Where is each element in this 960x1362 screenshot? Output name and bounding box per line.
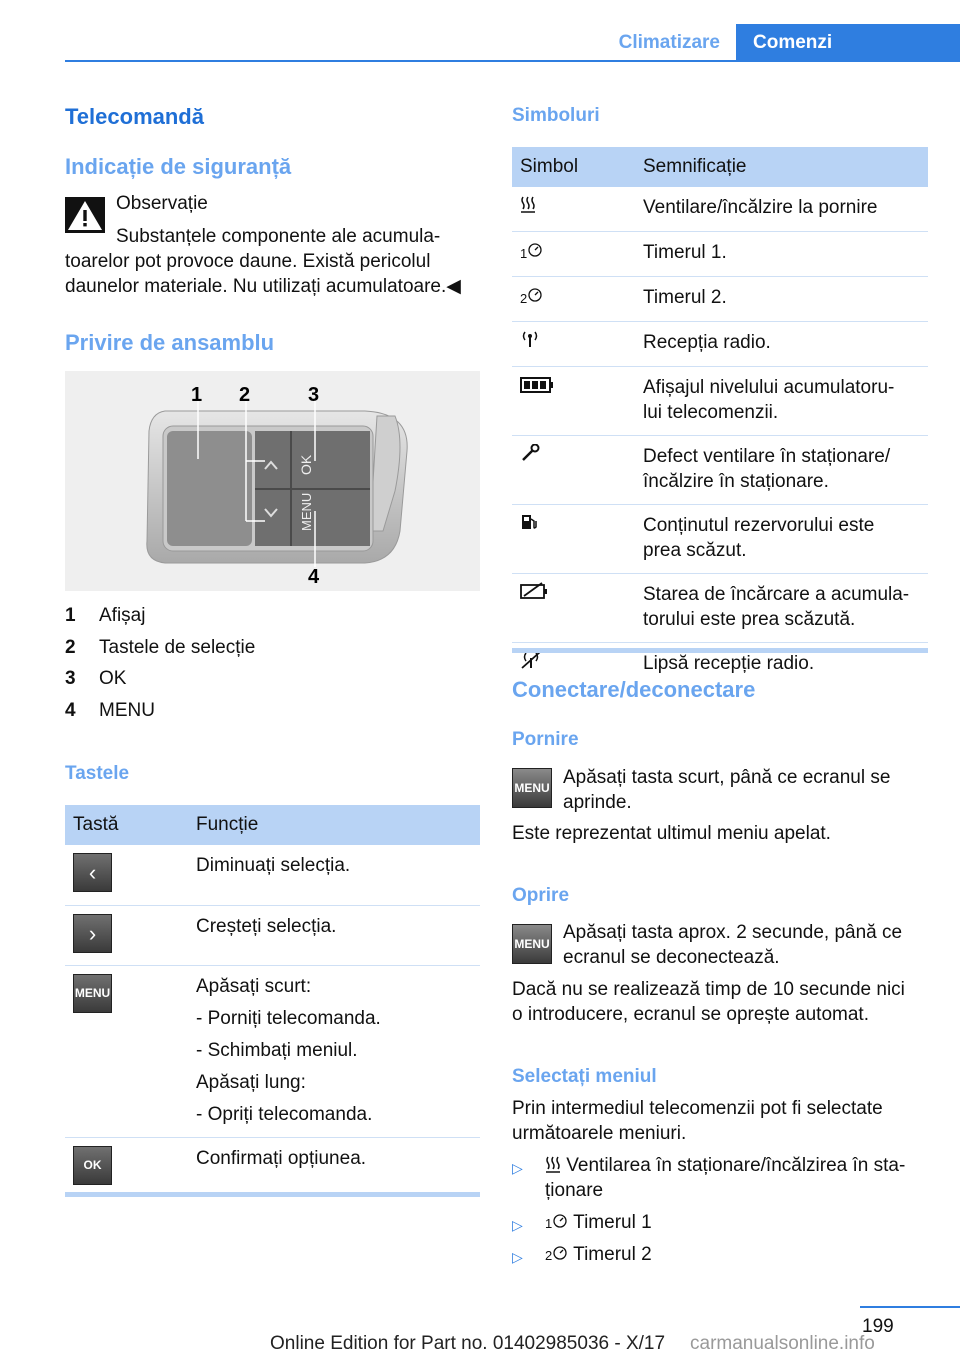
chevron-left-icon: ‹: [73, 853, 112, 892]
table-cell: Timerul 1.: [635, 232, 928, 277]
battery-low-icon: [520, 582, 548, 608]
symbols-table: [512, 147, 928, 687]
off-text-2: ecranul se deconectează.: [563, 947, 780, 968]
off-text-1: Apăsați tasta aprox. 2 secunde, până ce: [563, 922, 903, 943]
table-cell: Lipsă recepție radio.: [643, 653, 815, 674]
off-heading: Oprire: [512, 885, 570, 906]
chevron-right-icon: ›: [73, 914, 112, 953]
table-row: [512, 436, 928, 505]
warning-icon: [65, 197, 105, 233]
figure-label-3: 3: [308, 384, 320, 406]
overview-heading: Privire de ansamblu: [65, 330, 275, 355]
table-header: Semnificație: [635, 147, 928, 187]
safety-heading: Indicație de siguranță: [65, 154, 292, 179]
timer-number: 1: [520, 246, 528, 261]
table-header: Simbol: [512, 147, 635, 187]
table-row: [65, 845, 480, 905]
table-row: [512, 232, 928, 277]
list-item: 1 Timerul 1: [545, 1212, 652, 1233]
off-after-text-1: Dacă nu se realizează timp de 10 secunde nici: [512, 979, 905, 1000]
symbols-heading: Simboluri: [512, 105, 600, 126]
connect-heading: Conectare/deconectare: [512, 677, 756, 702]
table-cell: Afișajul nivelului acumulatoru- lui telecomenzii.: [635, 367, 928, 436]
table-header: Funcție: [188, 805, 480, 845]
on-text-2: aprinde.: [563, 792, 632, 813]
select-heading: Selectați meniul: [512, 1066, 657, 1087]
edition-text: Online Edition for Part no. 01402985036 - X/17: [270, 1333, 666, 1354]
table-cell: Creșteți selecția.: [188, 905, 480, 965]
select-text-2: următoarele meniuri.: [512, 1123, 687, 1144]
timer-icon: [552, 1213, 568, 1229]
table-cell: Starea de încărcare a acumula- torului este prea scăzută.: [635, 574, 928, 643]
timer-icon: [520, 241, 543, 266]
table-row: [512, 322, 928, 367]
wrench-icon: [520, 444, 540, 470]
triangle-bullet-icon: ▷: [512, 1160, 523, 1176]
tab-comenzi[interactable]: Comenzi: [736, 24, 960, 62]
menu-key-icon: MENU: [512, 768, 552, 808]
table-header: Tastă: [65, 805, 188, 845]
table-cell: Defect ventilare în staționare/ încălzire în staționare.: [635, 436, 928, 505]
tab-climatizare[interactable]: Climatizare: [618, 32, 720, 53]
ok-key-icon: OK: [73, 1146, 112, 1185]
on-after-text: Este reprezentat ultimul meniu apelat.: [512, 823, 831, 844]
list-item: 2 Timerul 2: [545, 1244, 652, 1265]
section-title: Telecomandă: [65, 104, 204, 129]
table-cell: Confirmați opțiunea.: [196, 1147, 367, 1169]
figure-menu-label: MENU: [299, 492, 314, 531]
note-text-2: toarelor pot provoce daune. Există pericolul: [65, 251, 431, 272]
radio-signal-icon: [520, 330, 540, 356]
figure-ok-label: OK: [298, 454, 314, 475]
select-text-1: Prin intermediul telecomenzii pot fi selectate: [512, 1098, 883, 1119]
menu-bullet-list: [512, 1153, 928, 1263]
table-row: [512, 277, 928, 322]
table-cell: Recepția radio.: [635, 322, 928, 367]
legend-list: 1 Afișaj 2 Tastele de selecție 3 OK 4 MENU: [65, 605, 256, 721]
keys-table: [65, 805, 480, 1197]
figure-label-4: 4: [308, 566, 320, 588]
on-heading: Pornire: [512, 729, 579, 750]
figure-label-1: 1: [191, 384, 203, 406]
table-end-rule: [65, 1192, 480, 1197]
table-end-rule: [512, 648, 928, 653]
list-item-continuation: ționare: [545, 1180, 604, 1201]
menu-key-icon: MENU: [512, 924, 552, 964]
remote-control-figure: [65, 371, 480, 591]
table-cell: Conținutul rezervorului este prea scăzut.: [635, 505, 928, 574]
on-text-1: Apăsați tasta scurt, până ce ecranul se: [563, 767, 891, 788]
table-row: [512, 367, 928, 436]
table-row: [512, 505, 928, 574]
figure-label-2: 2: [239, 384, 251, 406]
heating-ventilation-icon: [520, 195, 536, 221]
header-bar: [65, 24, 960, 62]
triangle-bullet-icon: ▷: [512, 1249, 523, 1265]
table-cell: Ventilare/încălzire la pornire: [635, 187, 928, 232]
off-after-text-2: o introducere, ecranul se oprește automat.: [512, 1004, 869, 1025]
timer-number: 2: [520, 291, 528, 306]
table-cell: Apăsați scurt: - Porniți telecomanda. - Schimbați meniul. Apăsați lung: - Opriți telecomanda.: [188, 965, 480, 1137]
heating-ventilation-icon: [545, 1155, 561, 1173]
page-number: 199: [862, 1316, 894, 1337]
table-row: [65, 905, 480, 965]
triangle-bullet-icon: ▷: [512, 1217, 523, 1233]
table-cell: Timerul 2.: [635, 277, 928, 322]
timer-icon: [552, 1245, 568, 1261]
note-text-1: Substanțele componente ale acumula-: [116, 226, 441, 247]
menu-key-icon: MENU: [73, 974, 112, 1013]
note-label: Observație: [116, 193, 208, 214]
table-row: [512, 187, 928, 232]
table-row: [65, 965, 480, 1137]
list-item: Ventilarea în staționare/încălzirea în sta-: [545, 1153, 905, 1178]
battery-icon: [520, 376, 554, 401]
table-row: [512, 574, 928, 643]
timer-icon: [520, 286, 543, 311]
table-cell: Diminuați selecția.: [188, 845, 480, 905]
watermark: carmanualsonline.info: [690, 1333, 875, 1354]
keys-heading: Tastele: [65, 763, 130, 784]
fuel-pump-icon: [520, 513, 538, 539]
footer-rule: [860, 1306, 960, 1308]
note-text-3: daunelor materiale. Nu utilizați acumulatoare.◀: [65, 276, 461, 297]
table-row: [65, 1137, 480, 1197]
no-radio-signal-icon: [520, 651, 542, 677]
